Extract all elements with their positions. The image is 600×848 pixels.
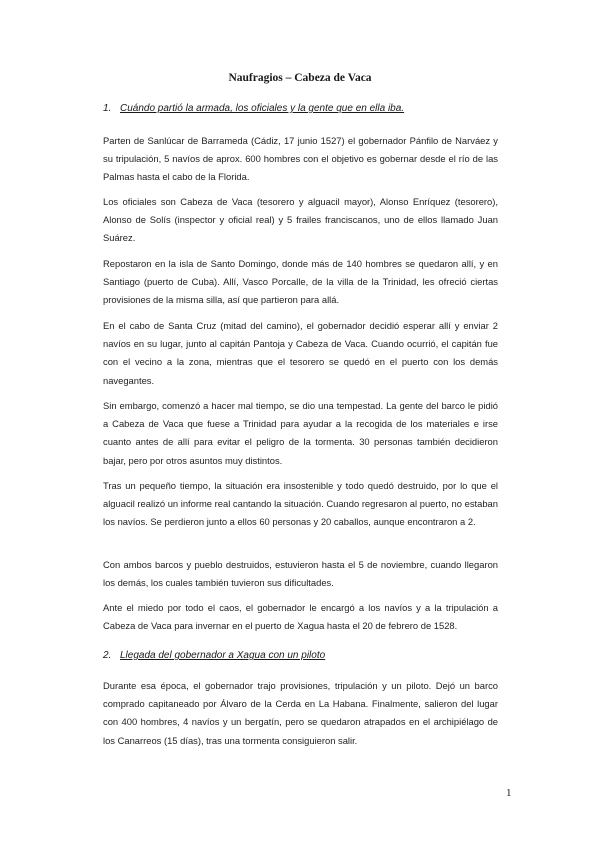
paragraph: Durante esa época, el gobernador trajo provisiones, tripulación y un piloto. Dejó un barco comprado capitaneado por Álvaro de la Cerda en La Habana. Finalmente, salieron del lugar con 400 hombres, 4 navíos y un bergatín, pero se quedaron atrapados en el archipiélago de los Canarreos (15 días), tras una tormenta consiguieron salir. bbox=[103, 680, 498, 746]
paragraph: Repostaron en la isla de Santo Domingo, donde más de 140 hombres se quedaron allí, y en Santiago (puerto de Cuba). Allí, Vasco Porcalle, de la villa de la Trinidad, les ofreció ciertas provisiones de la misma silla, así que partieron para allá. bbox=[103, 258, 498, 306]
paragraph: Ante el miedo por todo el caos, el gobernador le encargó a los navíos y a la tripulación a Cabeza de Vaca para invernar en el puerto de Xagua hasta el 20 de febrero de 1528. bbox=[103, 602, 498, 632]
paragraph: Sin embargo, comenzó a hacer mal tiempo, se dio una tempestad. La gente del barco le pidió a Cabeza de Vaca que fuese a Trinidad para ayudar a la recogida de los materiales e irse cuanto antes de allí para evitar el peligro de la tormenta. 30 personas también decidieron bajar, pero por otros asuntos muy distintos. bbox=[103, 400, 498, 466]
paragraph: Los oficiales son Cabeza de Vaca (tesorero y alguacil mayor), Alonso Enríquez (tesorero), Alonso de Solís (inspector y oficial real) y 5 frailes franciscanos, uno de ellos llamado Juan Suárez. bbox=[103, 196, 498, 244]
paragraph: Tras un pequeño tiempo, la situación era insostenible y todo quedó destruido, por lo que el alguacil realizó un informe real cantando la situación. Cuando regresaron al puerto, no estaban los navíos. Se perdieron junto a ellos 60 personas y 20 caballos, aunque encontraron a 2. bbox=[103, 480, 498, 528]
section-2-heading bbox=[103, 650, 523, 661]
paragraph: Con ambos barcos y pueblo destruidos, estuvieron hasta el 5 de noviembre, cuando llegaron los demás, los cuales también tuvieron sus dificultades. bbox=[103, 559, 498, 589]
document-title: Naufragios – Cabeza de Vaca bbox=[228, 72, 372, 84]
paragraph: Parten de Sanlúcar de Barrameda (Cádiz, 17 junio 1527) el gobernador Pánfilo de Narváez y su tripulación, 5 navíos de aprox. 600 hombres con el objetivo es gobernar desde el río de las Palmas hasta el cabo de la Florida. bbox=[103, 135, 498, 183]
section-2-heading-text: Llegada del gobernador a Xagua con un piloto bbox=[120, 650, 326, 661]
section-1-number: 1. bbox=[103, 103, 112, 114]
paragraph: En el cabo de Santa Cruz (mitad del camino), el gobernador decidió esperar allí y enviar 2 navíos en su lugar, junto al capitán Pantoja y Cabeza de Vaca. Cuando ocurrió, el capitán fue con el vecino a la zona, mientras que el tesorero se quedó en el puerto con los demás navegantes. bbox=[103, 320, 498, 386]
section-2-number: 2. bbox=[103, 650, 112, 661]
section-1-heading bbox=[103, 103, 523, 114]
section-1-heading-text: Cuándo partió la armada, los oficiales y la gente que en ella iba. bbox=[120, 103, 405, 114]
page-number: 1 bbox=[506, 787, 512, 799]
